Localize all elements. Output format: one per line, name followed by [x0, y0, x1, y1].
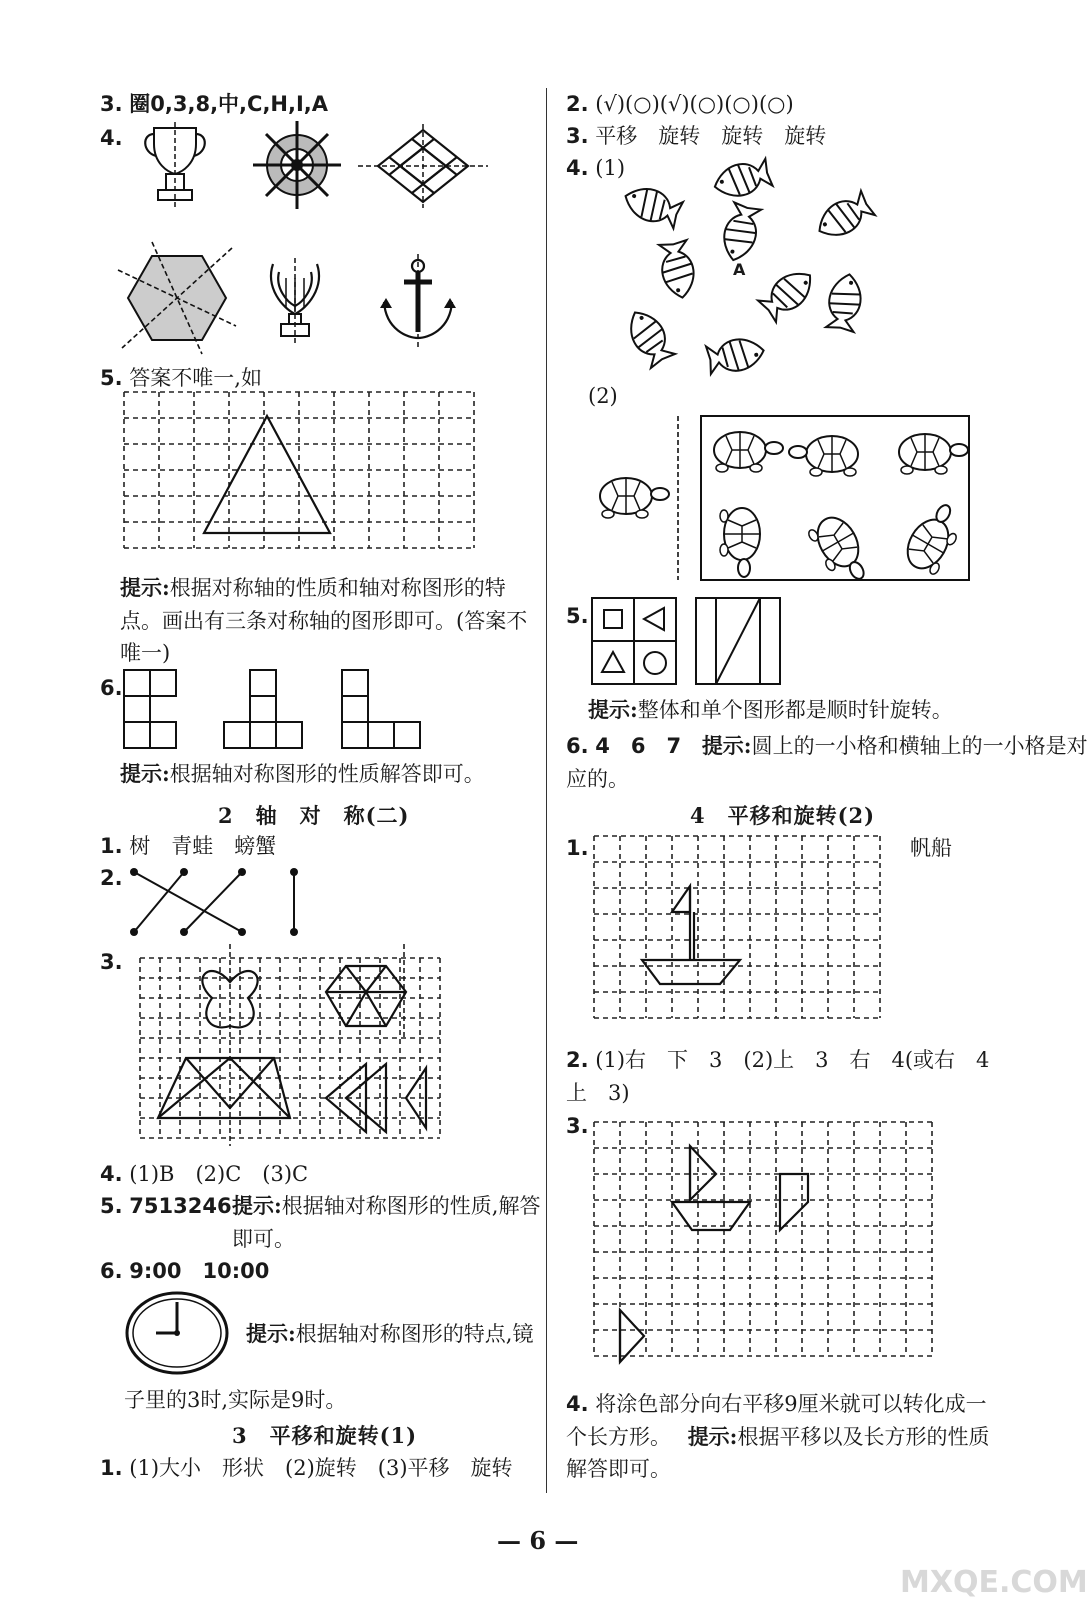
q5-grid-triangle: [124, 392, 474, 562]
column-divider: [546, 88, 547, 1493]
left-q4-number: 4.: [100, 126, 123, 150]
trophy-figure: [140, 122, 210, 208]
lyre-figure: [265, 258, 327, 344]
right-q4: 4. (1): [566, 156, 626, 180]
s4-q2: 2. (1)右 下 3 (2)上 3 右 4(或右 4上 3): [566, 1048, 990, 1105]
right-q5-number: 5.: [566, 604, 589, 628]
s2-q6: 6. 9:00 10:00: [100, 1259, 270, 1283]
s2-q6-hint: 提示:根据轴对称图形的特点,镜: [246, 1321, 534, 1346]
hexagon-figure: [122, 248, 232, 348]
section-3-title: 3 平移和旋转(1): [232, 1423, 418, 1448]
s4-q3-grid: [594, 1122, 942, 1372]
s2-q1: 1. 树 青蛙 螃蟹: [100, 834, 277, 858]
q6-square-shapes: [124, 668, 424, 750]
turtle-rotation-figure: [590, 414, 970, 584]
s2-q2-matching-lines: [124, 862, 304, 942]
left-q6-number: 6.: [100, 676, 123, 700]
left-q5: 5. 答案不唯一,如: [100, 366, 262, 390]
clock-figure: [124, 1290, 230, 1376]
right-q2: 2. (√)(○)(√)(○)(○)(○): [566, 92, 794, 116]
s4-q4: 4. 将涂色部分向右平移9厘米就可以转化成一个长方形。 提示:根据平移以及长方形的性质解答即可。: [566, 1392, 990, 1482]
s2-q3-grid-figures: [140, 958, 436, 1143]
s2-q5: 5. 7513246: [100, 1194, 232, 1218]
left-q6-hint: 提示:根据轴对称图形的性质解答即可。: [120, 761, 485, 786]
left-q3: 3. 圈0,3,8,中,C,H,I,A: [100, 92, 329, 116]
right-q4-part2: (2): [588, 384, 618, 408]
section-4-title: 4 平移和旋转(2): [690, 803, 876, 828]
snowflake-figure: [252, 120, 342, 210]
anchor-figure: [378, 258, 458, 344]
s2-q2-number: 2.: [100, 866, 123, 890]
section-2-title: 2 轴 对 称(二): [218, 803, 410, 828]
s4-q1-sailboat-grid: [594, 836, 890, 1036]
s4-q1-label: 帆船: [910, 836, 952, 860]
right-q3: 3. 平移 旋转 旋转 旋转: [566, 124, 827, 148]
right-q5-figures: [590, 596, 786, 688]
left-q5-hint: 提示:根据对称轴的性质和轴对称图形的特点。画出有三条对称轴的图形即可。(答案不唯一): [120, 575, 528, 666]
right-q5-hint: 提示:整体和单个图形都是顺时针旋转。: [588, 697, 953, 722]
chinese-knot-figure: [358, 124, 488, 208]
fish-rotation-figure: [600, 150, 900, 385]
page-number: — 6 —: [497, 1526, 579, 1555]
s2-q5-hint: 提示:根据轴对称图形的性质,解答即可。: [232, 1193, 541, 1251]
s4-q1-number: 1.: [566, 836, 589, 860]
s2-q6-hint-cont: 子里的3时,实际是9时。: [124, 1388, 347, 1412]
s2-q4: 4. (1)B (2)C (3)C: [100, 1162, 309, 1186]
s2-q3-number: 3.: [100, 950, 123, 974]
right-q6: 6. 4 6 7 提示:圆上的一小格和横轴上的一小格是对应的。: [566, 733, 1088, 791]
watermark: MXQE.COM: [900, 1565, 1088, 1600]
s4-q3-number: 3.: [566, 1114, 589, 1138]
fish-label-a: A: [733, 260, 746, 279]
s3-q1: 1. (1)大小 形状 (2)旋转 (3)平移 旋转: [100, 1456, 513, 1480]
